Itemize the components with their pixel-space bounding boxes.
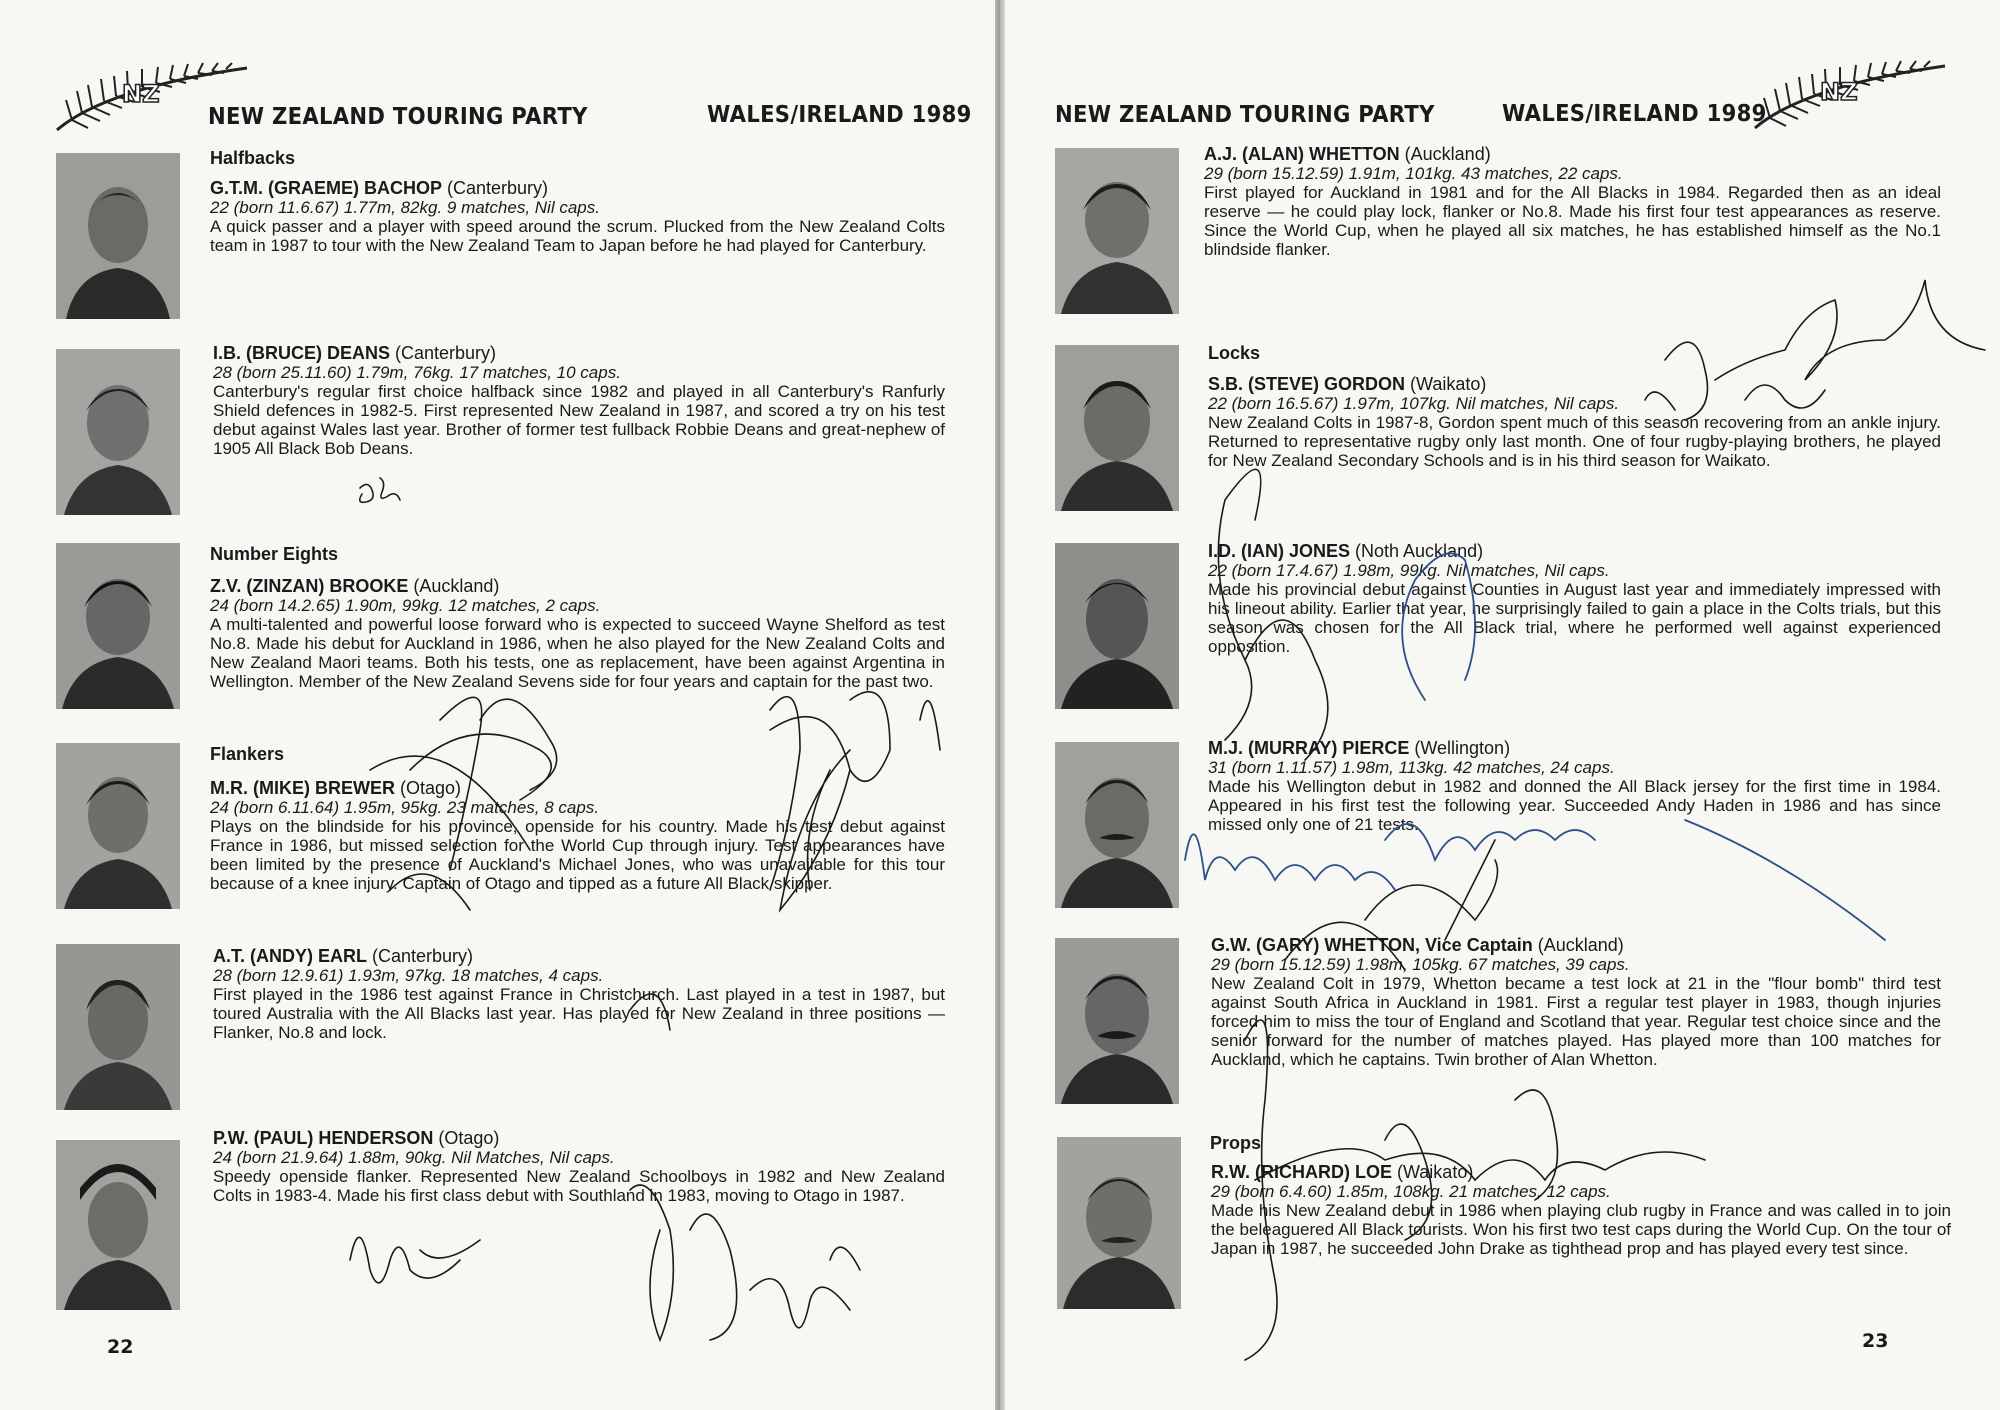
page-23 bbox=[1005, 0, 2000, 1410]
player-photo-loe bbox=[1057, 1137, 1181, 1309]
player-stats: 22 (born 11.6.67) 1.77m, 82kg. 9 matches, Nil caps. bbox=[210, 198, 600, 217]
svg-text:NZ: NZ bbox=[122, 80, 160, 108]
player-bio: New Zealand Colt in 1979, Whetton became a test lock at 21 in the "flour bomb" third test against South Africa in Auckland in 1981. First a regular test player in 1983, though injuries forced him to miss the tour of England and Scotland that year. Regular test choice since and the senior forward for the number of matches played. Has played more than 100 matches for Auckland, which he captains. Twin brother of Alan Whetton. bbox=[1211, 974, 1941, 1069]
player-bio: Made his Wellington debut in 1982 and donned the All Black jersey for the first time in 1984. Appeared in his first test the following year. Succeeded Andy Haden in 1986 and has since missed only one of 21 tests. bbox=[1208, 777, 1941, 834]
player-photo-bachop bbox=[56, 153, 180, 319]
player-name: P.W. (PAUL) HENDERSON bbox=[213, 1128, 434, 1148]
silver-fern-logo bbox=[1750, 58, 1950, 138]
player-entry-pierce bbox=[1208, 738, 1941, 834]
header-tour: WALES/IRELAND 1989 bbox=[707, 102, 972, 128]
player-bio: A multi-talented and powerful loose forward who is expected to succeed Wayne Shelford as test No.8. Made his debut for Auckland in 1986, when he also played for the New Zealand Colts and New Zealand Maori teams. Both his tests, one as replacement, have been against Argentina in Wellington. Member of the New Zealand Sevens side for four years and captain for the past two. bbox=[210, 615, 945, 691]
section-number-eights: Number Eights bbox=[210, 544, 339, 564]
player-photo-pierce bbox=[1055, 742, 1179, 908]
player-photo-earl bbox=[56, 944, 180, 1110]
section-flankers: Flankers bbox=[210, 744, 285, 764]
player-stats: 29 (born 6.4.60) 1.85m, 108kg. 21 matches, 12 caps. bbox=[1211, 1182, 1611, 1201]
svg-text:NZ: NZ bbox=[1820, 78, 1858, 106]
player-name: M.J. (MURRAY) PIERCE bbox=[1208, 738, 1410, 758]
player-stats: 24 (born 14.2.65) 1.90m, 99kg. 12 matches, 2 caps. bbox=[210, 596, 601, 615]
player-photo-brooke bbox=[56, 543, 180, 709]
player-photo-jones bbox=[1055, 543, 1179, 709]
player-entry-alan-whetton bbox=[1204, 144, 1941, 259]
player-bio: Canterbury's regular first choice halfback since 1982 and played in all Canterbury's Ranfurly Shield defences in 1982-5. First represented New Zealand in 1987, and scored a try on his test debut against Wales last year. Brother of former test fullback Robbie Deans and great-nephew of 1905 All Black Bob Deans. bbox=[213, 382, 945, 458]
player-entry-deans bbox=[213, 343, 945, 458]
page-number: 23 bbox=[1862, 1330, 1889, 1352]
player-photo-brewer bbox=[56, 743, 180, 909]
player-name: M.R. (MIKE) BREWER bbox=[210, 778, 395, 798]
player-bio: Made his provincial debut against Counties in August last year and immediately impressed with his lineout ability. Earlier that year, he surprisingly failed to gain a place in the Colts trials, but this season was chosen for the All Black trial, where he performed well against experienced opposition. bbox=[1208, 580, 1941, 656]
player-stats: 24 (born 21.9.64) 1.88m, 90kg. Nil Matches, Nil caps. bbox=[213, 1148, 615, 1167]
player-bio: Plays on the blindside for his province, openside for his country. Made his test debut against France in 1986, but missed selection for the World Cup through injury. Test appearances have been limited by the presence of Auckland's Michael Jones, who was unavailable for this tour because of a knee injury. Captain of Otago and tipped as a future All Black skipper. bbox=[210, 817, 945, 893]
header-tour: WALES/IRELAND 1989 bbox=[1502, 101, 1767, 127]
page-22 bbox=[0, 0, 995, 1410]
player-name: I.D. (IAN) JONES bbox=[1208, 541, 1351, 561]
section-props: Props bbox=[1210, 1133, 1262, 1153]
header-title: NEW ZEALAND TOURING PARTY bbox=[1055, 102, 1435, 128]
player-stats: 31 (born 1.11.57) 1.98m, 113kg. 42 matches, 24 caps. bbox=[1208, 758, 1615, 777]
player-bio: New Zealand Colts in 1987-8, Gordon spent much of this season recovering from an ankle injury. Returned to representative rugby only last month. One of four rugby-playing brothers, he played for New Zealand Secondary Schools and is in his third season for Waikato. bbox=[1208, 413, 1941, 470]
player-entry-gordon bbox=[1208, 374, 1941, 470]
header-title: NEW ZEALAND TOURING PARTY bbox=[208, 104, 588, 130]
player-name: Z.V. (ZINZAN) BROOKE bbox=[210, 576, 409, 596]
player-name: I.B. (BRUCE) DEANS bbox=[213, 343, 391, 363]
player-team: (Auckland) bbox=[1399, 144, 1491, 164]
player-entry-earl bbox=[213, 946, 945, 1042]
player-name: A.T. (ANDY) EARL bbox=[213, 946, 367, 966]
player-entry-brewer bbox=[210, 778, 945, 893]
player-stats: 29 (born 15.12.59) 1.91m, 101kg. 43 matches, 22 caps. bbox=[1204, 164, 1623, 183]
player-entry-loe bbox=[1211, 1162, 1951, 1258]
player-stats: 22 (born 17.4.67) 1.98m, 99kg. Nil matches, Nil caps. bbox=[1208, 561, 1610, 580]
player-name: S.B. (STEVE) GORDON bbox=[1208, 374, 1406, 394]
player-team: (Waikato) bbox=[1405, 374, 1487, 394]
player-photo-deans bbox=[56, 349, 180, 515]
player-bio: First played in the 1986 test against France in Christchurch. Last played in a test in 1987, but toured Australia with the All Blacks last year. Has played for New Zealand in three positions — Flanker, No.8 and lock. bbox=[213, 985, 945, 1042]
player-stats: 28 (born 12.9.61) 1.93m, 97kg. 18 matches, 4 caps. bbox=[213, 966, 604, 985]
player-team: (Noth Auckland) bbox=[1350, 541, 1484, 561]
player-name: A.J. (ALAN) WHETTON bbox=[1204, 144, 1400, 164]
player-team: (Auckland) bbox=[408, 576, 500, 596]
player-team: (Canterbury) bbox=[367, 946, 474, 966]
player-team: (Canterbury) bbox=[390, 343, 497, 363]
player-photo-gordon bbox=[1055, 345, 1179, 511]
player-team: (Wellington) bbox=[1409, 738, 1511, 758]
player-stats: 29 (born 15.12.59) 1.98m, 105kg. 67 matches, 39 caps. bbox=[1211, 955, 1630, 974]
player-entry-henderson bbox=[213, 1128, 945, 1205]
player-stats: 22 (born 16.5.67) 1.97m, 107kg. Nil matches, Nil caps. bbox=[1208, 394, 1620, 413]
player-team: (Otago) bbox=[394, 778, 462, 798]
player-bio: Made his New Zealand debut in 1986 when playing club rugby in France and was called in to join the beleaguered All Black tourists. Won his first two test caps during the World Cup. On the tour of Japan in 1987, he succeeded John Drake as tighthead prop and has played every test since. bbox=[1211, 1201, 1951, 1258]
section-halfbacks: Halfbacks bbox=[210, 148, 296, 168]
player-name: G.W. (GARY) WHETTON, Vice Captain bbox=[1211, 935, 1533, 955]
player-name: R.W. (RICHARD) LOE bbox=[1211, 1162, 1392, 1182]
player-photo-henderson bbox=[56, 1140, 180, 1310]
player-bio: A quick passer and a player with speed around the scrum. Plucked from the New Zealand Colts team in 1987 to tour with the New Zealand Team to Japan before he had played for Canterbury. bbox=[210, 217, 945, 255]
player-bio: Speedy openside flanker. Represented New Zealand Schoolboys in 1982 and New Zealand Colts in 1983-4. Made his first class debut with Southland in 1983, moving to Otago in 1987. bbox=[213, 1167, 945, 1205]
player-bio: First played for Auckland in 1981 and for the All Blacks in 1984. Regarded then as an ideal reserve — he could play lock, flanker or No.8. Made his first four test appearances as reserve. Since the World Cup, when he played all six matches, he has established himself as the No.1 blindside flanker. bbox=[1204, 183, 1941, 259]
player-entry-gary-whetton bbox=[1211, 935, 1941, 1069]
player-team: (Waikato) bbox=[1391, 1162, 1474, 1182]
section-locks: Locks bbox=[1208, 343, 1261, 363]
player-team: (Canterbury) bbox=[442, 178, 549, 198]
player-entry-jones bbox=[1208, 541, 1941, 656]
player-name: G.T.M. (GRAEME) BACHOP bbox=[210, 178, 442, 198]
player-stats: 24 (born 6.11.64) 1.95m, 95kg. 23 matches, 8 caps. bbox=[210, 798, 600, 817]
player-photo-alan-whetton bbox=[1055, 148, 1179, 314]
player-entry-bachop bbox=[210, 178, 945, 255]
player-photo-gary-whetton bbox=[1055, 938, 1179, 1104]
player-entry-brooke bbox=[210, 576, 945, 691]
player-stats: 28 (born 25.11.60) 1.79m, 76kg. 17 matches, 10 caps. bbox=[213, 363, 621, 382]
player-team: (Auckland) bbox=[1532, 935, 1624, 955]
player-team: (Otago) bbox=[433, 1128, 500, 1148]
page-number: 22 bbox=[107, 1336, 134, 1358]
